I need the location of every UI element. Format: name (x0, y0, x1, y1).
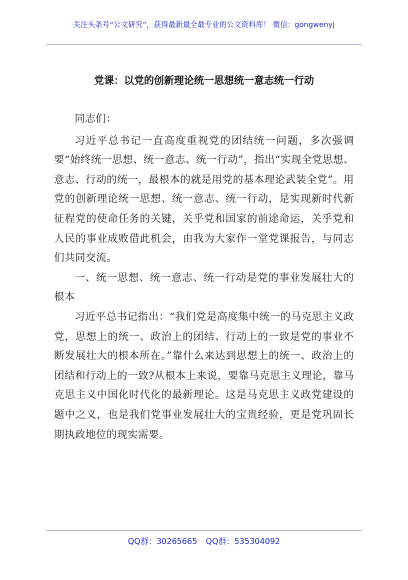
document-body (54, 110, 354, 445)
paragraph-intro: 习近平总书记一直高度重视党的团结统一问题，多次强调要“始终统一思想、统一意志、统一行动”，指出“实现全党思想、意志、行动的统一，最根本的就是用党的基本理论武装全党”。用党的创新理论统一思想、统一意志、统一行动，是实现新时代新征程党的使命任务的关键，关乎党和国家的前途命运，关乎党和人民的事业成败借此机会，由我为大家作一堂党课报告，与同志们共同交流。 (54, 134, 354, 265)
page-footer (0, 536, 408, 547)
paragraph-section-1: 习近平总书记指出：“我们党是高度集中统一的马克思主义政党，思想上的统一、政治上的团结、行动上的一致是党的事业不断发展壮大的根本所在。”靠什么来达到思想上的统一、政治上的团结和行动上的一致?从根本上来说，要靠马克思主义理论，靠马克思主义中国化时代化的最新理论。这是马克思主义政党建设的题中之义，也是我们党事业发展壮大的宝贵经验，更是党巩固长期执政地位的现实需要。 (54, 310, 354, 441)
header-divider (46, 44, 362, 45)
footer-qq-group-1: QQ群：30265665 (127, 537, 198, 546)
section-heading-1: 一、统一思想、统一意志、统一行动是党的事业发展壮大的根本 (54, 271, 354, 304)
page-header-note: 关注头条号“公文研究”，获得最新最全最专业的公文资料库！ 微信：gongwenyj (73, 20, 335, 29)
footer-divider (46, 530, 362, 531)
document-title: 党课：以党的创新理论统一思想统一意志统一行动 (94, 76, 314, 87)
greeting: 同志们： (74, 113, 117, 125)
footer-qq-group-2: QQ群：535304092 (205, 537, 281, 546)
